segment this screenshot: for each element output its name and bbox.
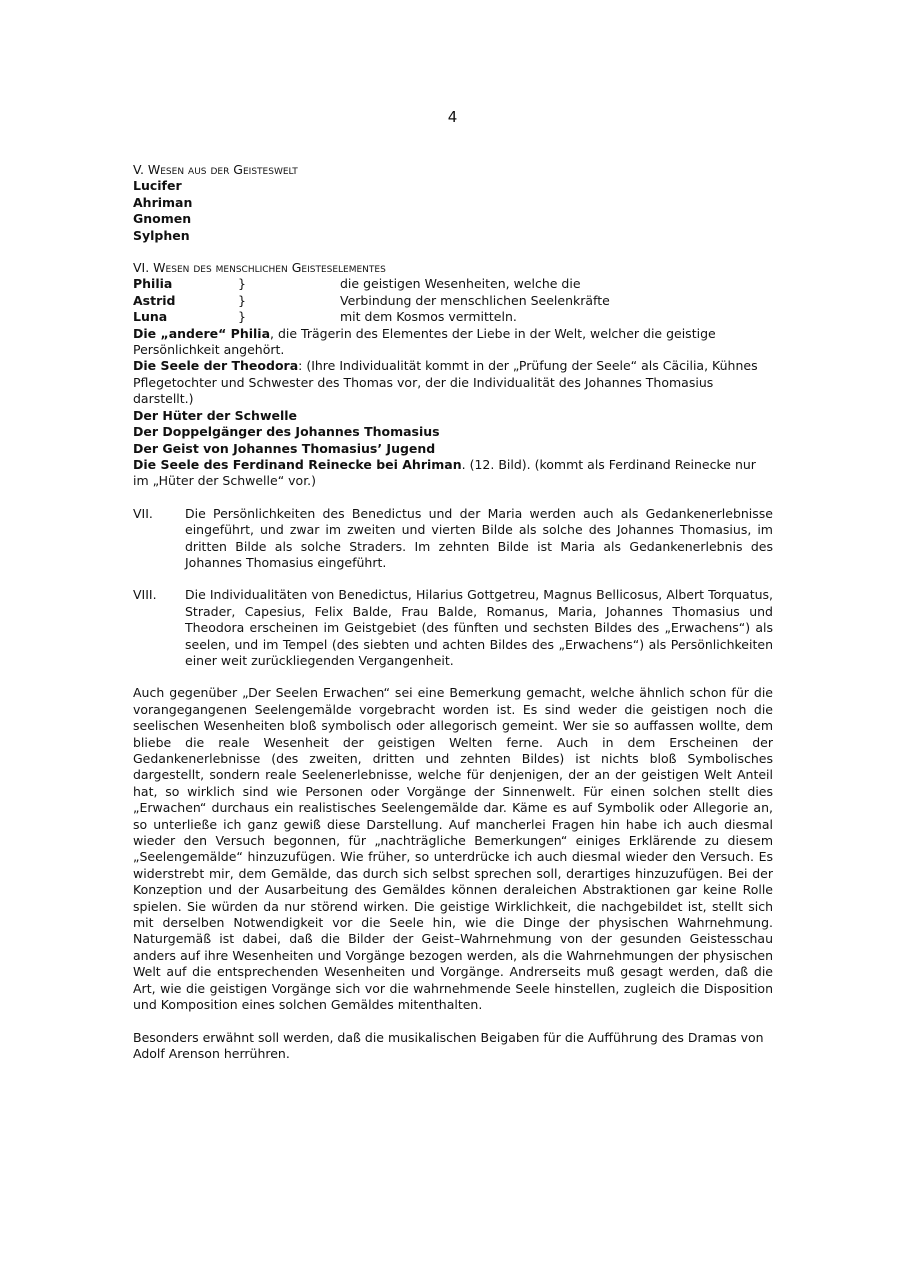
- character-name: Ahriman: [133, 194, 193, 210]
- brace: }: [238, 292, 246, 308]
- character-name: Sylphen: [133, 227, 190, 243]
- character-name: Die „andere“ Philia: [133, 325, 271, 341]
- paragraph: Besonders erwähnt soll werden, daß die musikalischen Beigaben für die Aufführung des Dramas von Adolf Arenson herrühren.: [133, 1029, 764, 1061]
- character-name: Philia: [133, 276, 173, 292]
- section-v: [133, 162, 773, 244]
- section-vi: [133, 260, 773, 490]
- character-row: [133, 309, 773, 325]
- character-description: . (12. Bild). (kommt als Ferdinand Reinecke nur im „Hüter der Schwelle“ vor.): [133, 456, 756, 489]
- character-description: , die Trägerin des Elementes der Liebe in der Welt, welcher die geistige Persönlichkeit angehört.: [133, 325, 716, 358]
- section-v-heading: V. Wesen aus der Geisteswelt: [133, 162, 298, 177]
- character-name: Die Seele des Ferdinand Reinecke bei Ahriman: [133, 456, 462, 472]
- brace: }: [238, 309, 246, 325]
- character-description: mit dem Kosmos vermitteln.: [340, 309, 517, 325]
- section-text: Die Individualitäten von Benedictus, Hilarius Gottgetreu, Magnus Bellicosus, Albert Torquatus, Strader, Capesius, Felix Balde, Frau Balde, Romanus, Maria, Johannes Thomasius und Theodora erscheinen im Geistgebiet (des fünften und sechsten Bildes des „Erwachens“) als seelen, und im Tempel (des siebten und achten Bildes des „Erwachens“) als Persönlichkeiten einer weit zurückliegenden Vergangenheit.: [185, 587, 773, 668]
- section-viii: [133, 587, 773, 669]
- character-description: : (Ihre Individualität kommt in der „Prüfung der Seele“ als Cäcilia, Kühnes Pflegetochter und Schwester des Thomas vor, der die Individualität des Johannes Thomasius darstellt.): [133, 358, 758, 407]
- section-vi-heading: VI. Wesen des menschlichen Geisteselementes: [133, 260, 386, 276]
- character-name: Die Seele der Theodora: [133, 358, 299, 374]
- character-description: Verbindung der menschlichen Seelenkräfte: [340, 292, 610, 308]
- character-row: [133, 293, 773, 309]
- document-body: [133, 162, 773, 1078]
- character-name: Astrid: [133, 292, 176, 308]
- character-name: Der Doppelgänger des Johannes Thomasius: [133, 424, 440, 440]
- character-name: Gnomen: [133, 211, 192, 227]
- paragraph: Auch gegenüber „Der Seelen Erwachen“ sei eine Bemerkung gemacht, welche ähnlich schon für die vorangegangenen Seelengemälde vorgebracht worden ist. Es sind weder die geistigen noch die seelischen Wesenheiten bloß symbolisch oder allegorisch gemeint. Wer sie so auffassen wollte, dem bliebe die reale Wesenheit der geistigen Welten ferne. Auch in dem Erscheinen der Gedankenerlebnisse (des zweiten, dritten und zehnten Bildes) ist nichts bloß Symbolisches dargestellt, sondern reale Seelenerlebnisse, welche für denjenigen, der an der geistigen Welt Anteil hat, so wirklich sind wie Personen oder Vorgänge der Sinnenwelt. Für einen solchen stellt dies „Erwachen“ durchaus ein realistisches Seelengemälde dar. Käme es auf Symbolik oder Allegorie an, so unterließe ich ganz gewiß diese Darstellung. Auf mancherlei Fragen hin habe ich auch diesmal wieder den Versuch begonnen, für „nachträgliche Bemerkungen“ einiges Erklärende zu diesem „Seelengemälde“ hinzuzufügen. Wie früher, so unterdrücke ich auch diesmal wieder den Versuch. Es widerstrebt mir, dem Gemälde, das durch sich selbst sprechen soll, derartiges hinzuzufügen. Bei der Konzeption und der Ausarbeitung des Gemäldes können deraleichen Abstraktionen gar keine Rolle spielen. Sie würden da nur störend wirken. Die geistige Wirklichkeit, die nachgebildet ist, stellt sich mit derselben Notwendigkeit vor die Seele hin, wie die Dinge der physischen Wahrnehmung. Naturgemäß ist dabei, daß die Bilder der Geist–Wahrnehmung von der gesunden Geistesschau anders auf ihre Wesenheiten und Vorgänge bezogen werden, als die Wahrnehmungen der physischen Welt auf die entsprechenden Wesenheiten und Vorgänge. Andrerseits muß gesagt werden, daß die Art, wie die geistigen Vorgänge sich vor die wahrnehmende Seele hinstellen, zugleich die Disposition und Komposition eines solchen Gemäldes mitenthalten.: [133, 685, 773, 1013]
- character-name: Lucifer: [133, 178, 182, 194]
- character-row: [133, 276, 773, 292]
- section-number: VII.: [133, 505, 153, 521]
- section-vii: [133, 506, 773, 572]
- character-description: die geistigen Wesenheiten, welche die: [340, 276, 581, 292]
- brace: }: [238, 276, 246, 292]
- seele-theodora-entry: [133, 358, 773, 407]
- character-name: Luna: [133, 309, 168, 325]
- page-number: 4: [447, 108, 458, 126]
- character-name: Der Hüter der Schwelle: [133, 407, 298, 423]
- section-number: VIII.: [133, 587, 157, 603]
- character-name: Der Geist von Johannes Thomasius’ Jugend: [133, 440, 436, 456]
- reinecke-entry: [133, 457, 773, 490]
- section-text: Die Persönlichkeiten des Benedictus und der Maria werden auch als Gedankenerlebnisse eingeführt, und zwar im zweiten und vierten Bilde als solche des Johannes Thomasius, im dritten Bilde als solche Straders. Im zehnten Bilde ist Maria als Gedankenerlebnis des Johannes Thomasius eingeführt.: [185, 505, 773, 570]
- andere-philia-entry: [133, 326, 773, 359]
